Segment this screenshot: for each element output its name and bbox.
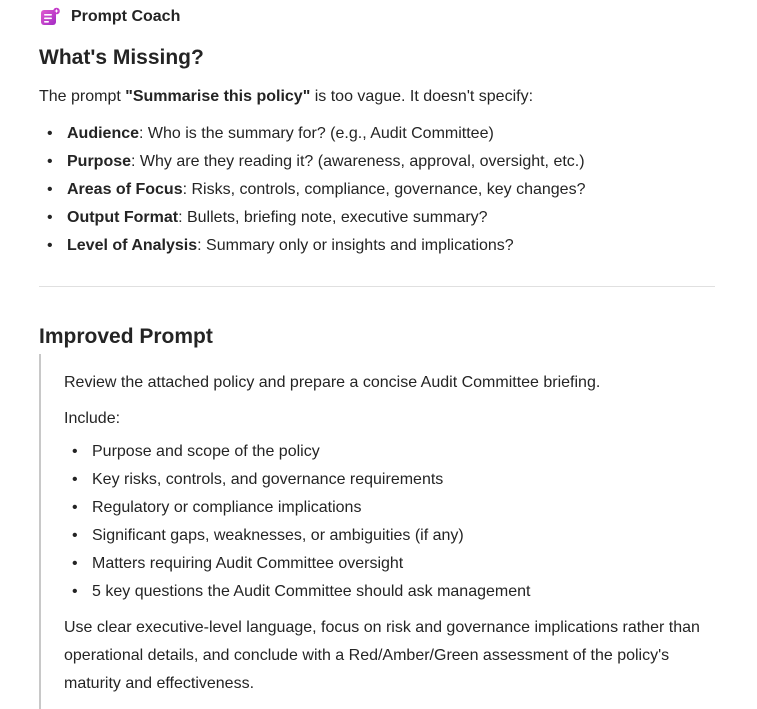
app-name: Prompt Coach [71, 8, 181, 25]
missing-item-level-of-analysis [39, 232, 585, 260]
include-label: Include: [64, 410, 121, 427]
missing-item-audience [39, 120, 585, 148]
app-header [40, 7, 180, 27]
include-item: • Regulatory or compliance implications [64, 494, 530, 522]
include-item: • 5 key questions the Audit Committee should ask management [64, 578, 530, 606]
section-divider [39, 286, 715, 287]
include-item: • Purpose and scope of the policy [64, 438, 530, 466]
improved-prompt-intro: Review the attached policy and prepare a concise Audit Committee briefing. [64, 374, 601, 391]
whats-missing-heading: What's Missing? [39, 46, 204, 69]
include-item: • Matters requiring Audit Committee oversight [64, 550, 530, 578]
missing-intro [39, 86, 533, 108]
missing-item-desc: : Why are they reading it? (awareness, approval, oversight, etc.) [131, 153, 585, 170]
include-item: • Key risks, controls, and governance requirements [64, 466, 530, 494]
improved-prompt-closing: Use clear executive-level language, focus on risk and governance implications rather than operational details, and conclude with a Red/Amber/Green assessment of the policy's maturity and effectiveness. [64, 619, 700, 692]
missing-item-term: Purpose [67, 153, 132, 170]
blockquote-bar [39, 354, 41, 709]
missing-item-desc: : Risks, controls, compliance, governance, key changes? [182, 181, 586, 198]
intro-quoted-prompt: "Summarise this policy" [125, 88, 311, 105]
missing-item-desc: : Summary only or insights and implications? [197, 237, 514, 254]
missing-item-purpose [39, 148, 585, 176]
missing-item-output-format [39, 204, 585, 232]
intro-text-end: is too vague. It doesn't specify: [310, 88, 534, 105]
missing-item-areas-of-focus [39, 176, 585, 204]
include-item: • Significant gaps, weaknesses, or ambiguities (if any) [64, 522, 530, 550]
include-list [64, 438, 530, 606]
intro-text-start: The prompt [39, 88, 126, 105]
missing-item-desc: : Bullets, briefing note, executive summary? [178, 209, 488, 226]
missing-list [39, 120, 585, 260]
improved-prompt-heading: Improved Prompt [39, 325, 213, 348]
prompt-coach-icon [40, 7, 61, 27]
missing-item-desc: : Who is the summary for? (e.g., Audit Committee) [139, 125, 494, 142]
missing-item-term: Audience [67, 125, 140, 142]
missing-item-term: Level of Analysis [67, 237, 198, 254]
missing-item-term: Areas of Focus [67, 181, 183, 198]
missing-item-term: Output Format [67, 209, 179, 226]
